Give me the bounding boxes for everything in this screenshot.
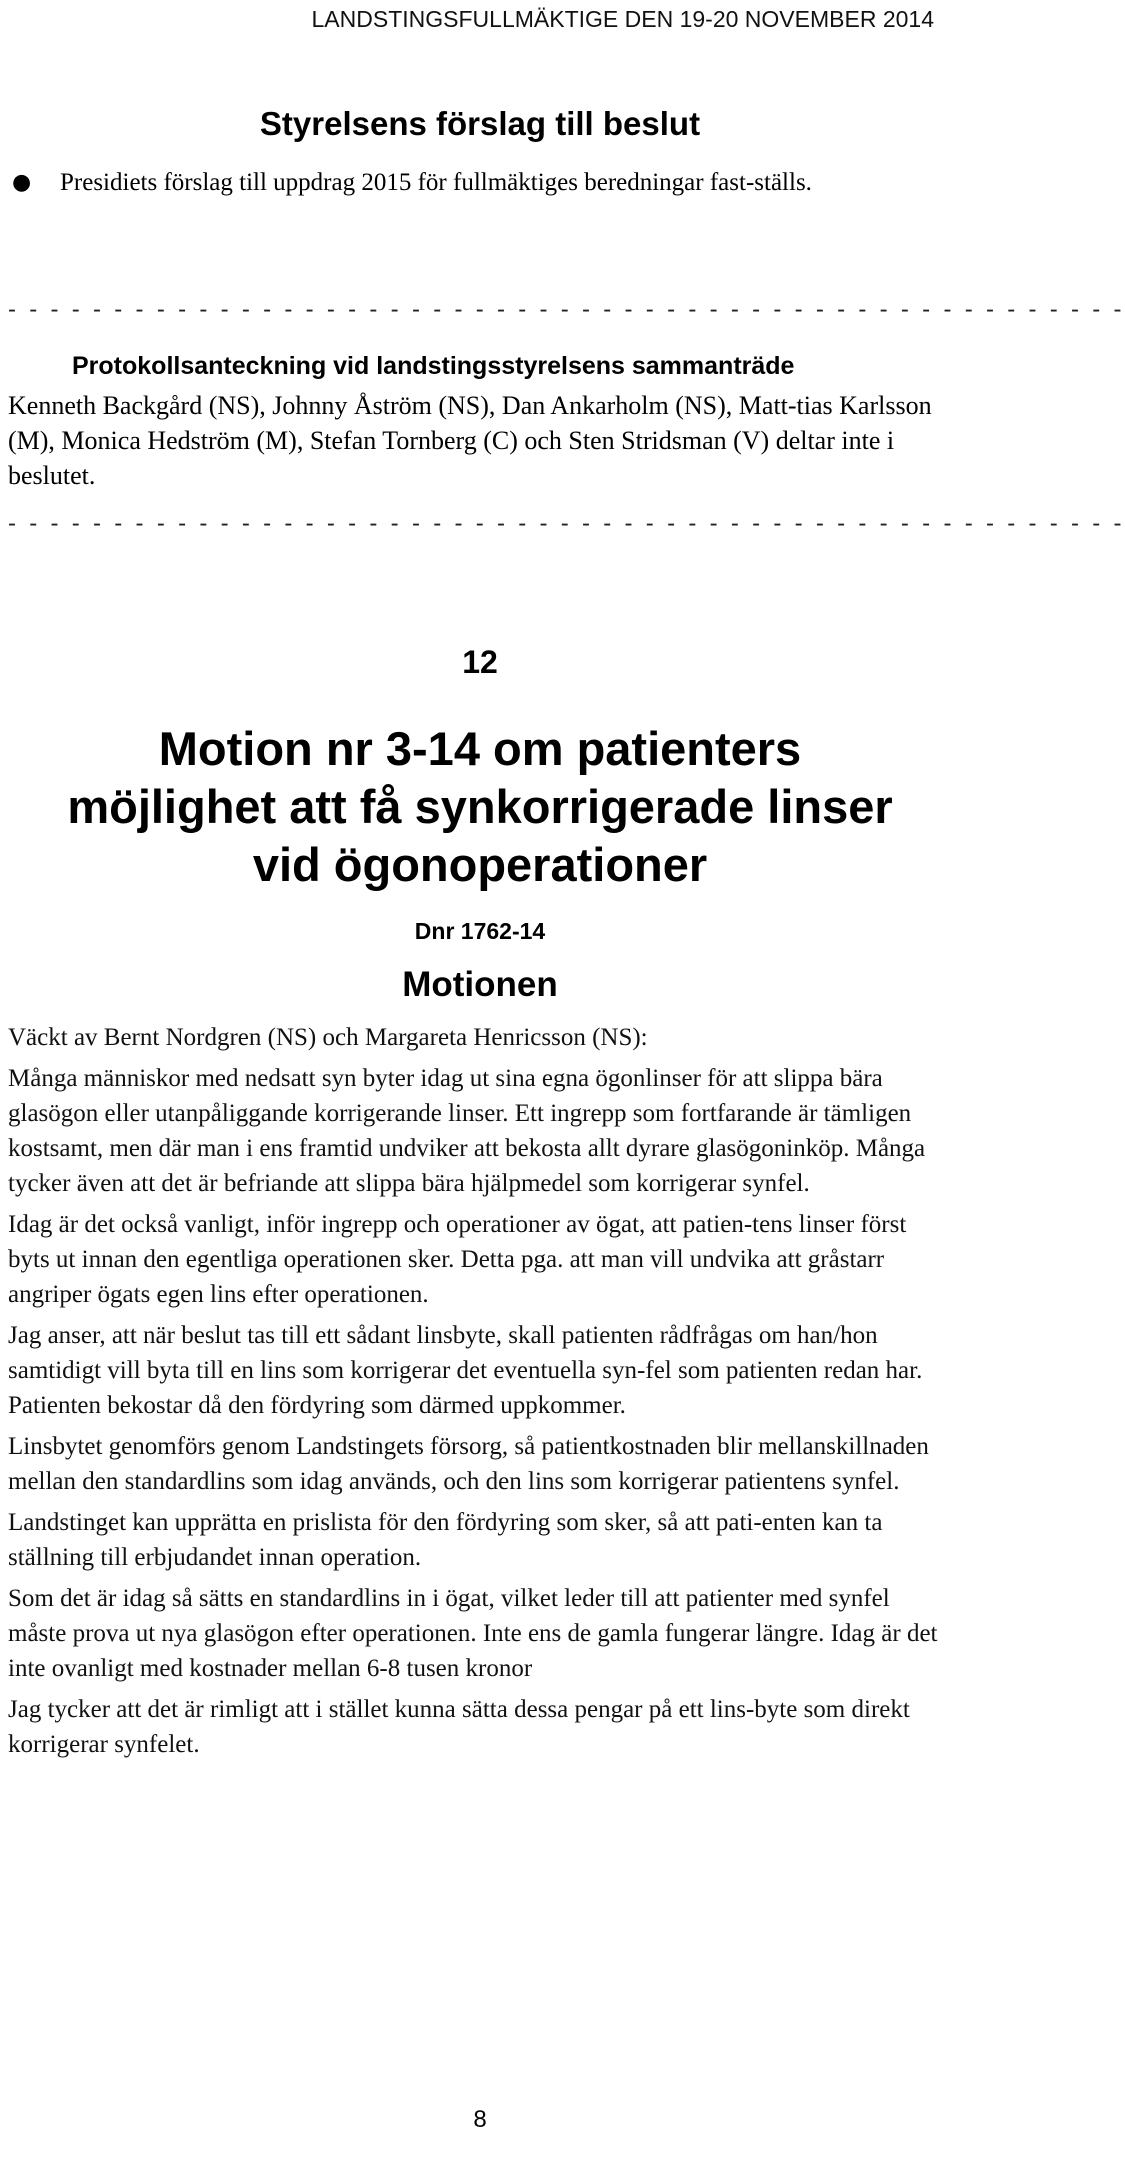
motion-intro: Väckt av Bernt Nordgren (NS) och Margareta Henricsson (NS): <box>8 1024 648 1051</box>
motion-paragraph-2: Idag är det också vanligt, inför ingrepp och operationer av ögat, att patien-tens linser först byts ut innan den egentliga operationen sker. Detta pga. att man vill undvika att gråstarr angriper ögats egen lins efter operationen. <box>8 1211 907 1308</box>
item-title-line-2: möjlighet att få synkorrigerade linser <box>67 780 893 833</box>
motion-subheading: Motionen <box>402 965 558 1004</box>
page-number: 8 <box>473 2106 487 2133</box>
proposal-bullet-text: Presidiets förslag till uppdrag 2015 för fullmäktiges beredningar fast-ställs. <box>60 169 812 196</box>
motion-paragraph-1: Många människor med nedsatt syn byter idag ut sina egna ögonlinser för att slippa bära glasögon eller utanpåliggande korrigerande linser. Ett ingrepp som fortfarande är tämligen kostsamt, men där man i ens framtid undviker att bekosta allt dyrare glasögoninköp. Många tycker även att det är befriande att slippa bära hjälpmedel som korrigerar synfel. <box>8 1065 926 1197</box>
running-header: LANDSTINGSFULLMÄKTIGE DEN 19-20 NOVEMBER 2014 <box>311 6 934 32</box>
protocol-note <box>8 388 938 499</box>
motion-paragraph-7: Jag tycker att det är rimligt att i stället kunna sätta dessa pengar på ett lins-byte som direkt korrigerar synfelet. <box>8 1696 910 1758</box>
separator-bottom: - - - - - - - - - - - - - - - - - - - - - - - - - - - - - - - - - - - - - - - - - - - - - - - - - - - - - <box>8 510 1125 537</box>
protocol-note-heading: Protokollsanteckning vid landstingsstyrelsens sammanträde <box>72 352 795 380</box>
motion-paragraph-3: Jag anser, att när beslut tas till ett sådant linsbyte, skall patienten rådfrågas om han/hon samtidigt vill byta till en lins som korrigerar det eventuella syn-fel som patienten redan har. Patienten bekostar då den fördyring som därmed uppkommer. <box>8 1322 923 1419</box>
bullet-icon: ● <box>12 170 32 195</box>
item-title-line-1: Motion nr 3-14 om patienters <box>158 722 802 775</box>
proposal-heading: Styrelsens förslag till beslut <box>259 105 701 142</box>
motion-paragraph-5: Landstinget kan upprätta en prislista för den fördyring som sker, så att pati-enten kan ta ställning till erbjudandet innan operation. <box>8 1509 883 1571</box>
motion-paragraph-4: Linsbytet genomförs genom Landstingets försorg, så patientkostnaden blir mellanskillnaden mellan den standardlins som idag används, och den lins som korrigerar patientens synfel. <box>8 1433 929 1495</box>
dnr-label: Dnr 1762-14 <box>414 918 546 944</box>
item-number: 12 <box>462 644 498 680</box>
proposal-bullet <box>8 165 938 200</box>
motion-body <box>8 1020 938 1768</box>
motion-paragraph-6: Som det är idag så sätts en standardlins in i ögat, vilket leder till att patienter med synfel måste prova ut nya glasögon efter operationen. Inte ens de gamla fungerar längre. Idag är det inte ovanligt med kostnader mellan 6-8 tusen kronor <box>8 1585 938 1682</box>
item-title-line-3: vid ögonoperationer <box>252 838 708 891</box>
protocol-note-text: Kenneth Backgård (NS), Johnny Åström (NS), Dan Ankarholm (NS), Matt-tias Karlsson (M), Monica Hedström (M), Stefan Tornberg (C) och Sten Stridsman (V) deltar inte i beslutet. <box>8 391 932 490</box>
separator-top: - - - - - - - - - - - - - - - - - - - - - - - - - - - - - - - - - - - - - - - - - - - - - - - - - - - - - <box>8 296 1125 323</box>
